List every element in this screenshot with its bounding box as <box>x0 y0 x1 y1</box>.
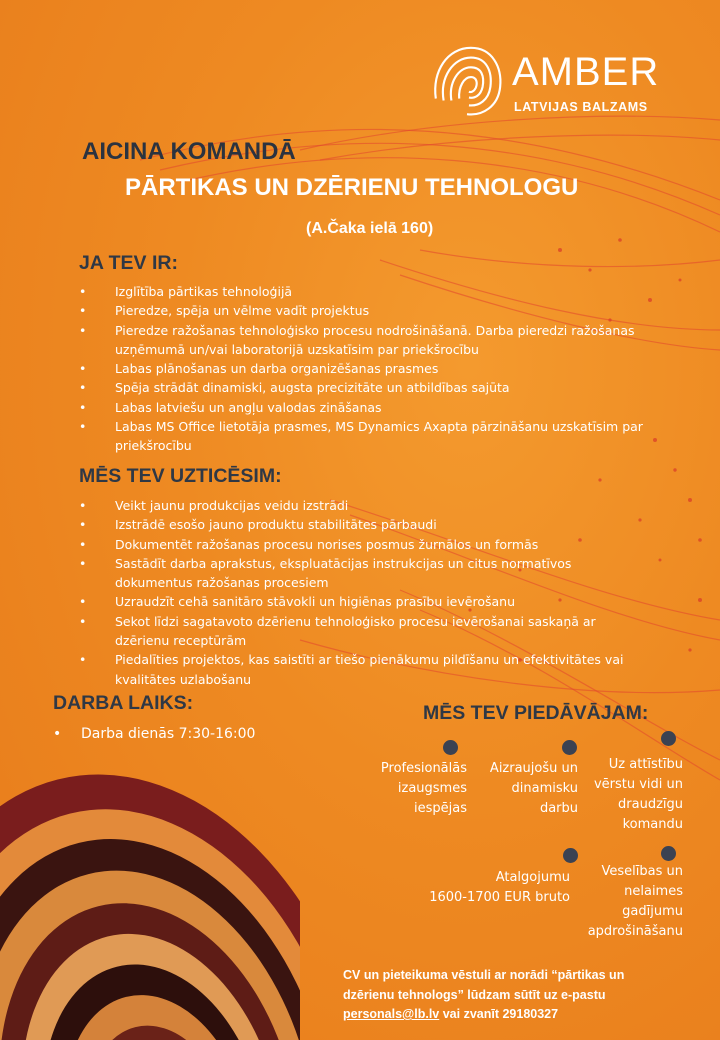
offer-bullet-dot <box>443 740 458 755</box>
application-instructions <box>343 966 703 1025</box>
offer-bullet-dot <box>563 848 578 863</box>
job-address: (A.Čaka ielā 160) <box>306 220 434 237</box>
list-item: • Labas latviešu un angļu valodas zināšanas <box>79 398 679 417</box>
list-item: • Piedalīties projektos, kas saistīti ar tiešo pienākumu pildīšanu un efektivitātes vai kvalitātes uzlabošanu <box>79 650 639 689</box>
list-item: • Izglītība pārtikas tehnoloģijā <box>79 282 679 301</box>
offer-bullet-dot <box>562 740 577 755</box>
list-item: • Uzraudzīt cehā sanitāro stāvokli un higiēnas prasību ievērošanu <box>79 592 639 611</box>
footer-line-3 <box>343 1005 703 1025</box>
list-item: • Veikt jaunu produkcijas veidu izstrādi <box>79 496 639 515</box>
footer-line-2: dzērienu tehnologs” lūdzam sūtīt uz e-pastu <box>343 987 606 1002</box>
hours-list <box>53 725 353 744</box>
offer-item-growth: Profesionālās izaugsmes iespējas <box>380 761 467 816</box>
list-item: • Labas MS Office lietotāja prasmes, MS Dynamics Axapta pārzināšanu uzskatīsim par priekšrocību <box>79 417 679 456</box>
offer-bullet-dot <box>661 731 676 746</box>
phone-text: vai zvanīt 29180327 <box>439 1007 559 1021</box>
list-item: • Sastādīt darba aprakstus, ekspluatācijas instrukcijas un citus normatīvos dokumentus ražošanas procesiem <box>79 554 639 593</box>
hours-title: DARBA LAIKS: <box>53 692 194 714</box>
brand-name: AMBER <box>512 50 660 94</box>
list-item: • Labas plānošanas un darba organizēšanas prasmes <box>79 359 679 378</box>
offer-item-dynamic-work: Aizraujošu un dinamisku darbu <box>489 761 578 816</box>
footer-line-1: CV un pieteikuma vēstuli ar norādi “pārtikas un <box>343 968 625 982</box>
list-item: • Spēja strādāt dinamiski, augsta precizitāte un atbildības sajūta <box>79 378 679 397</box>
list-item: • Pieredze, spēja un vēlme vadīt projektus <box>79 301 679 320</box>
duties-list <box>79 496 639 689</box>
heading-line-2: PĀRTIKAS UN DZĒRIENU TEHNOLOGU <box>125 174 579 201</box>
list-item: • Izstrādē esošo jauno produktu stabilitātes pārbaudi <box>79 515 639 534</box>
list-item: • Dokumentēt ražošanas procesu norises posmus žurnālos un formās <box>79 535 639 554</box>
list-item: • Darba dienās 7:30-16:00 <box>53 725 353 744</box>
offer-item-salary: Atalgojumu 1600-1700 EUR bruto <box>429 870 570 905</box>
offer-title: MĒS TEV PIEDĀVĀJAM: <box>423 702 649 724</box>
concentric-amber-logo-icon <box>428 42 506 120</box>
heading-line-1: AICINA KOMANDĀ <box>82 138 296 165</box>
email-link[interactable]: personals@lb.lv <box>343 1007 440 1021</box>
list-item: • Pieredze ražošanas tehnoloģisko procesu nodrošināšanā. Darba pieredzi ražošanas uzņēmumā un/vai laboratorijā uzskatīsim par priekšrocību <box>79 321 679 360</box>
offer-item-team: Uz attīstību vērstu vidi un draudzīgu komandu <box>593 757 683 832</box>
list-item: • Sekot līdzi sagatavoto dzērienu tehnoloģisko procesu ievērošanai saskaņā ar dzērienu receptūrām <box>79 612 639 651</box>
requirements-list <box>79 282 679 456</box>
offer-item-insurance: Veselības un nelaimes gadījumu apdrošināšanu <box>587 864 683 939</box>
requirements-title: JA TEV IR: <box>79 252 178 274</box>
duties-title: MĒS TEV UZTICĒSIM: <box>79 465 282 487</box>
offer-bullet-dot <box>661 846 676 861</box>
brand-subtitle: LATVIJAS BALZAMS <box>514 100 648 114</box>
